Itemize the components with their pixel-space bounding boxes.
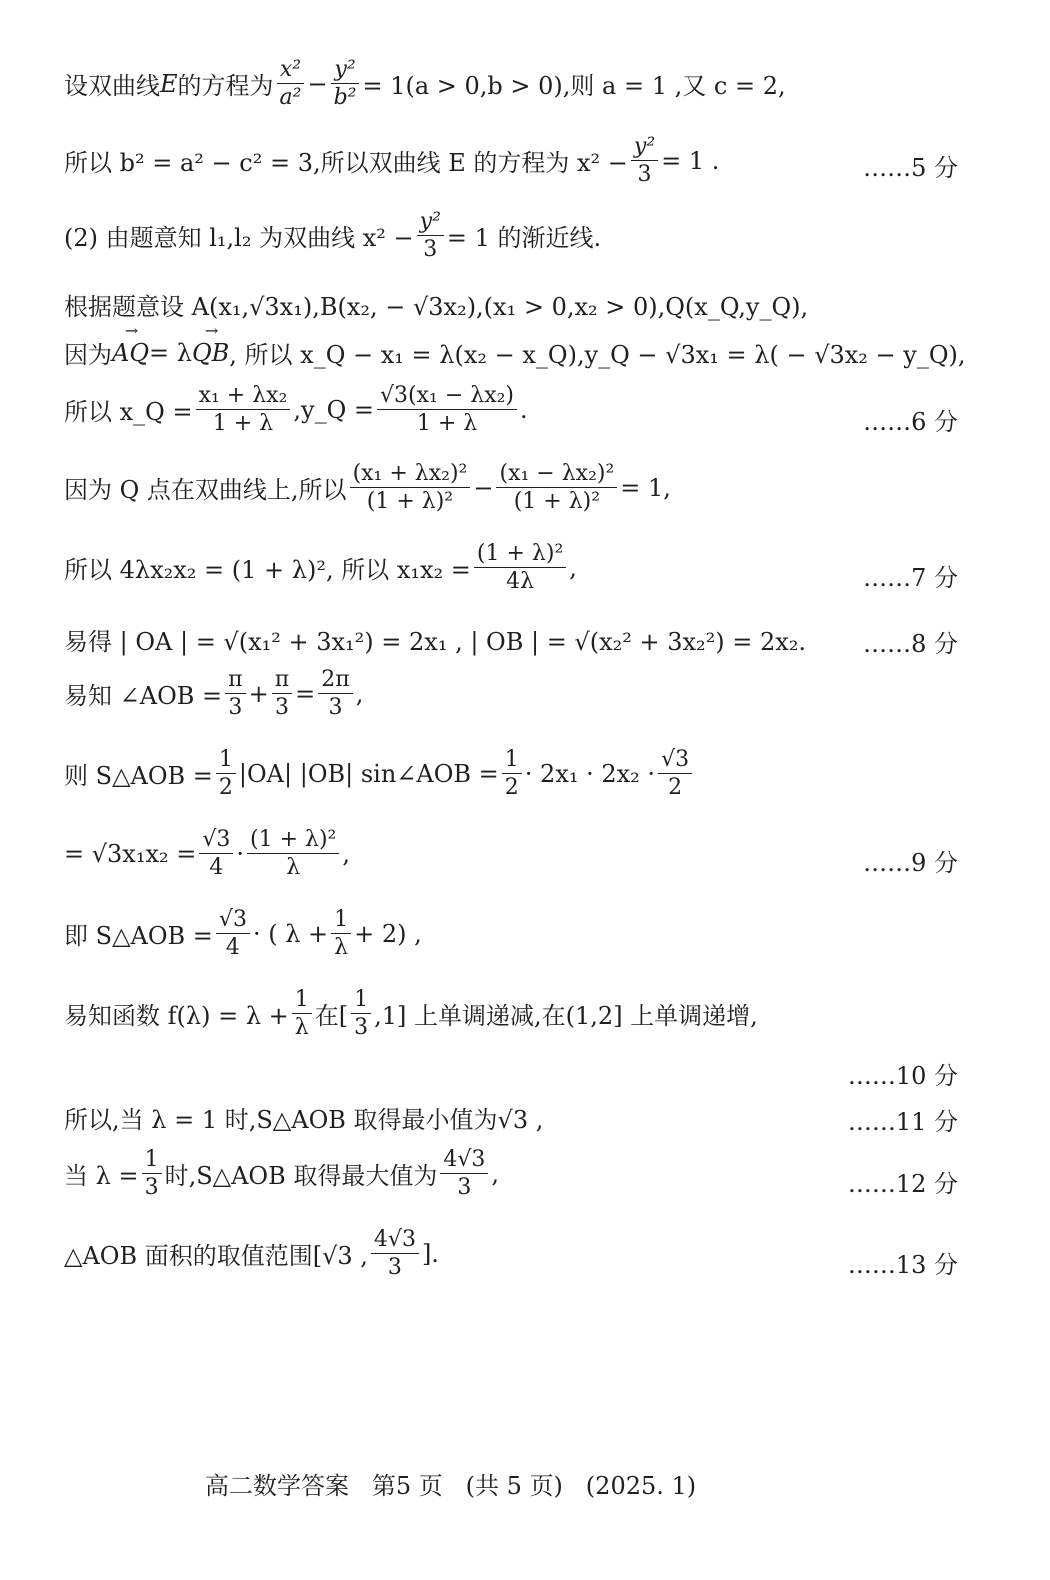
l5-text-1: 因为 xyxy=(64,341,112,369)
frac-xq xyxy=(196,384,291,435)
frac-num: 4√3 xyxy=(371,1228,419,1254)
l13-text-3: + 2) , xyxy=(354,919,422,948)
l13-text-1: 即 S△AOB = xyxy=(64,922,213,951)
line-9 xyxy=(64,622,964,657)
frac-half-b xyxy=(502,748,522,799)
line-14 xyxy=(64,988,964,1039)
l17-text-1: △AOB 面积的取值范围[√3 , xyxy=(64,1242,368,1271)
l13-text-2: · ( λ + xyxy=(252,919,329,948)
frac-den: 1 + λ xyxy=(212,411,274,437)
frac-den: 4 xyxy=(209,855,224,881)
frac-den: 3 xyxy=(387,1255,402,1281)
minus-sign: − xyxy=(307,69,328,98)
frac-prod xyxy=(474,542,566,593)
frac-num: π xyxy=(272,668,292,694)
frac-den: 3 xyxy=(228,695,243,721)
frac-y2-b2 xyxy=(331,58,360,109)
score-12: ……12 分 xyxy=(847,1170,958,1198)
frac-num: √3 xyxy=(658,748,692,774)
line-4 xyxy=(64,287,964,322)
l6-text-2: ,y_Q = xyxy=(293,395,375,424)
score-9: ……9 分 xyxy=(863,849,958,877)
l3-text-2: = 1 的渐近线. xyxy=(446,224,602,253)
score-7: ……7 分 xyxy=(863,564,958,592)
frac-num: y² xyxy=(331,58,358,84)
l16-text-2: 时,S△AOB 取得最大值为 xyxy=(164,1162,438,1191)
l14-text-3: ,1] 上单调递减,在(1,2] 上单调递增, xyxy=(374,1002,758,1031)
score-13: ……13 分 xyxy=(847,1251,958,1279)
vector-QB: → QB xyxy=(192,339,229,367)
frac-den: 2 xyxy=(504,775,519,801)
l5-text-2: = λ xyxy=(149,338,192,367)
frac-pi-3b xyxy=(272,668,292,719)
frac-1-3b xyxy=(142,1148,162,1199)
frac-num: (x₁ + λx₂)² xyxy=(350,462,471,488)
frac-pi-3a xyxy=(225,668,245,719)
frac-sqrt3-4 xyxy=(199,828,233,879)
frac-num: √3 xyxy=(199,828,233,854)
frac-4sqrt3-3b xyxy=(371,1228,419,1279)
frac-num: y² xyxy=(631,135,658,161)
score-11: ……11 分 xyxy=(847,1108,958,1136)
frac-num: 1 xyxy=(502,748,522,774)
frac-num: 4√3 xyxy=(440,1148,488,1174)
line-16 xyxy=(64,1148,964,1199)
frac-den: 2 xyxy=(668,775,683,801)
l12-comma: , xyxy=(342,839,351,868)
score-10: ……10 分 xyxy=(847,1062,958,1090)
frac-num: π xyxy=(225,668,245,694)
l8-comma: , xyxy=(569,553,577,582)
l3-text-1: (2) 由题意知 l₁,l₂ 为双曲线 x² − xyxy=(64,224,414,253)
l11-text-1: 则 S△AOB = xyxy=(64,762,213,791)
l12-text-1: = √3x₁x₂ = xyxy=(64,839,197,868)
line-1 xyxy=(64,58,964,109)
frac-den: 3 xyxy=(457,1175,472,1201)
frac-num: √3(x₁ − λx₂) xyxy=(377,384,517,410)
frac-den: 2 xyxy=(218,775,233,801)
frac-den: 3 xyxy=(637,162,652,188)
line-11 xyxy=(64,748,964,799)
frac-num: 1 xyxy=(216,748,236,774)
frac-den: λ xyxy=(294,1015,309,1041)
score-6: ……6 分 xyxy=(863,408,958,436)
line-12 xyxy=(64,828,964,879)
frac-den: (1 + λ)² xyxy=(366,489,454,515)
line-7 xyxy=(64,462,964,513)
frac-den: (1 + λ)² xyxy=(513,489,601,515)
frac-num: (1 + λ)² xyxy=(247,828,339,854)
line-6 xyxy=(64,384,964,435)
score-5: ……5 分 xyxy=(863,154,958,182)
frac-num: √3 xyxy=(216,908,250,934)
frac-4sqrt3-3 xyxy=(440,1148,488,1199)
l1-text-2: 的方程为 xyxy=(177,72,274,101)
frac-x2-a2 xyxy=(277,58,305,109)
frac-num: 1 xyxy=(292,988,312,1014)
plus-sign: + xyxy=(248,679,269,708)
frac-num: 1 xyxy=(331,908,351,934)
frac-den: 3 xyxy=(144,1175,159,1201)
frac-half-a xyxy=(216,748,236,799)
frac-den: 3 xyxy=(274,695,289,721)
frac-den: 3 xyxy=(328,695,343,721)
frac-2pi-3 xyxy=(318,668,352,719)
frac-1-lambda-b xyxy=(292,988,312,1039)
l11-text-3: · 2x₁ · 2x₂ · xyxy=(524,759,656,788)
frac-den: a² xyxy=(279,85,302,111)
line-17 xyxy=(64,1228,964,1279)
frac-den: b² xyxy=(333,85,357,111)
l15-text: 所以,当 λ = 1 时,S△AOB 取得最小值为√3 , xyxy=(64,1106,544,1134)
line-2 xyxy=(64,135,964,186)
l10-text-1: 易知 ∠AOB = xyxy=(64,682,223,711)
l7-text-1: 因为 Q 点在双曲线上,所以 xyxy=(64,476,347,505)
l11-text-2: |OA| |OB| sin∠AOB = xyxy=(238,759,499,788)
l16-comma: , xyxy=(491,1159,500,1188)
frac-sqrt3-4b xyxy=(216,908,250,959)
frac-sqrt3-2 xyxy=(658,748,692,799)
frac-den: 4 xyxy=(225,935,240,961)
frac-den: 3 xyxy=(423,237,438,263)
frac-num: (x₁ − λx₂)² xyxy=(496,462,617,488)
l14-text-1: 易知函数 f(λ) = λ + xyxy=(64,1002,289,1031)
dot-sign: · xyxy=(236,839,245,868)
l2-text-2: = 1 . xyxy=(661,146,720,175)
line-10 xyxy=(64,668,964,719)
l6-text-1: 所以 x_Q = xyxy=(64,398,193,427)
l16-text-1: 当 λ = xyxy=(64,1162,139,1191)
score-8: ……8 分 xyxy=(863,630,958,658)
frac-num: x² xyxy=(277,58,304,84)
frac-den: 3 xyxy=(354,1015,369,1041)
l1-text-3: = 1(a > 0,b > 0),则 a = 1 ,又 c = 2, xyxy=(362,72,786,101)
frac-den: λ xyxy=(334,935,349,961)
minus-sign: − xyxy=(473,473,494,502)
l9-text: 易得 | OA | = √(x₁² + 3x₁²) = 2x₁ , | OB | = √(x₂² + 3x₂²) = 2x₂. xyxy=(64,628,807,656)
frac-den: 4λ xyxy=(506,569,535,595)
frac-den: 1 + λ xyxy=(416,411,478,437)
l7-text-2: = 1, xyxy=(620,473,671,502)
frac-num: (1 + λ)² xyxy=(474,542,566,568)
l2-text-1: 所以 b² = a² − c² = 3,所以双曲线 E 的方程为 x² − xyxy=(64,149,628,178)
frac-1-3 xyxy=(351,988,371,1039)
l5-text-3: , 所以 x_Q − x₁ = λ(x₂ − x_Q),y_Q − √3x₁ = λ( − √3x₂ − y_Q), xyxy=(229,341,966,369)
frac-num: y² xyxy=(417,210,444,236)
frac-sq-lambda xyxy=(247,828,339,879)
frac-q2 xyxy=(496,462,617,513)
l6-period: . xyxy=(520,395,528,424)
l8-text-1: 所以 4λx₂x₂ = (1 + λ)², 所以 x₁x₂ = xyxy=(64,556,471,585)
l1-E: E xyxy=(160,69,178,98)
frac-yq xyxy=(377,384,517,435)
frac-y2-3 xyxy=(631,135,658,186)
frac-num: 2π xyxy=(318,668,352,694)
l1-text-1: 设双曲线 xyxy=(64,72,160,101)
frac-den: λ xyxy=(286,855,301,881)
line-5 xyxy=(64,335,964,370)
frac-num: x₁ + λx₂ xyxy=(196,384,291,410)
l4-text: 根据题意设 A(x₁,√3x₁),B(x₂, − √3x₂),(x₁ > 0,x₂ > 0),Q(x_Q,y_Q), xyxy=(64,293,809,321)
frac-1-lambda xyxy=(331,908,351,959)
frac-q1 xyxy=(350,462,471,513)
frac-num: 1 xyxy=(351,988,371,1014)
equals-sign: = xyxy=(295,679,316,708)
frac-num: 1 xyxy=(142,1148,162,1174)
page-footer: 高二数学答案 第5 页 (共 5 页) (2025. 1) xyxy=(205,1472,697,1500)
vector-AQ: → AQ xyxy=(112,339,149,367)
line-8 xyxy=(64,542,964,593)
l10-comma: , xyxy=(355,679,364,708)
l17-text-2: ]. xyxy=(421,1239,439,1268)
line-15 xyxy=(64,1100,964,1135)
l14-text-2: 在[ xyxy=(314,1002,349,1031)
line-3 xyxy=(64,210,964,261)
frac-y2-3b xyxy=(417,210,444,261)
line-13 xyxy=(64,908,964,959)
